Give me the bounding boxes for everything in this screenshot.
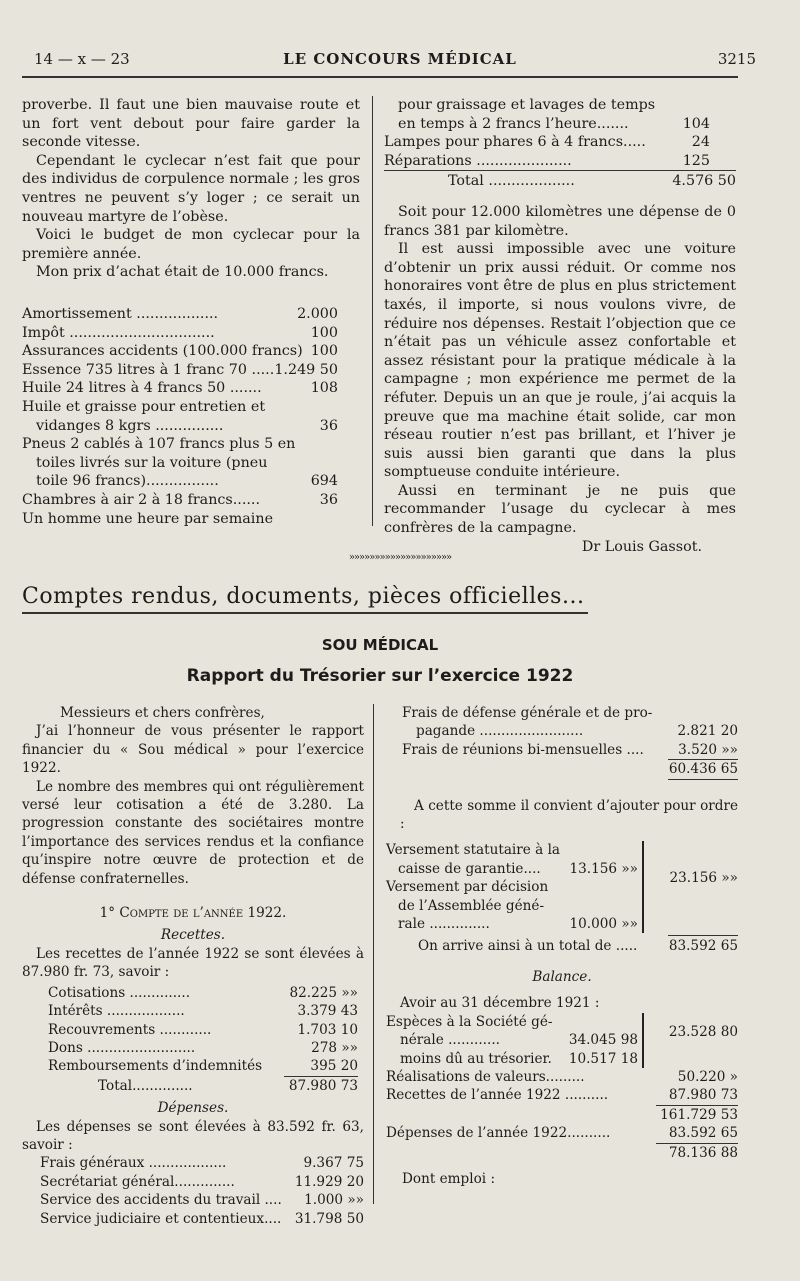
frais-row: Frais de défense générale et de pro- — [402, 705, 653, 721]
budget-row: Lampes pour phares 6 à 4 francs..... 24 — [384, 134, 710, 151]
paragraph: Les recettes de l’année 1922 se sont élevées à 87.980 fr. 73, savoir : — [22, 945, 364, 981]
paragraph: Messieurs et chers confrères, — [60, 705, 265, 721]
paragraph: Cependant le cyclecar n’est fait que pour des individus de corpulence normale ; les gros ventres ne peuvent s’y loger ; ce serait un nouveau martyre de l’obèse. — [22, 152, 360, 225]
versements-block — [386, 841, 738, 933]
recettes-row: Cotisations .............. 82.225 »» — [48, 984, 358, 1001]
budget-row: en temps à 2 francs l’heure....... 104 — [398, 115, 710, 132]
org-title: SOU MÉDICAL — [321, 636, 439, 654]
depenses-heading: Dépenses. — [157, 1100, 229, 1117]
versement-row: Versement statutaire à la — [386, 842, 561, 859]
journal-title: LE CONCOURS MÉDICAL — [283, 50, 517, 68]
header-rule — [22, 76, 738, 78]
paragraph: Aussi en terminant je ne puis que recommander l’usage du cyclecar à mes confrères de la campagne. — [384, 482, 736, 537]
cyclecar-budget — [22, 305, 338, 528]
budget-total-row: Total ................... 4.576 50 — [384, 170, 736, 191]
ornament: »»»»»»»»»»»»»»»»»»»» — [348, 552, 452, 563]
section-rule — [22, 612, 588, 614]
top-left-column — [22, 96, 360, 282]
budget-row: Réparations ..................... 125 — [384, 152, 710, 169]
page-date: 14 — x — 23 — [34, 50, 130, 68]
depenses-row: Service des accidents du travail .... 1.000 »» — [40, 1192, 364, 1209]
versement-row: Versement par décision — [386, 879, 549, 896]
grand-total-row: On arrive ainsi à un total de ..... 83.592 65 — [418, 938, 738, 955]
column-divider-bottom — [373, 704, 374, 1204]
paragraph: Mon prix d’achat était de 10.000 francs. — [36, 264, 329, 281]
paragraph: Le nombre des membres qui ont régulièrement versé leur cotisation a été de 3.280. La progression constante des sociétaires montre l’importance des services rendus et la confiance qu’inspire notre œuvre de protection et de défense confraternelles. — [22, 778, 364, 887]
especes-row: nérale ............ 34.045 98 — [400, 1032, 638, 1049]
bottom-right-column — [386, 704, 738, 1188]
frais-total: 60.436 65 — [668, 761, 738, 778]
recettes-row: Dons ......................... 278 »» — [48, 1039, 358, 1056]
budget-row: Essence 735 litres à 1 franc 70 ..... 1.249 50 — [22, 361, 338, 378]
paragraph: Voici le budget de mon cyclecar pour la première année. — [22, 227, 360, 262]
budget-row: Assurances accidents (100.000 francs) 100 — [22, 343, 338, 360]
budget-row: Chambres à air 2 à 18 francs...... 36 — [22, 491, 338, 508]
depenses-row: Secrétariat général.............. 11.929 20 — [40, 1173, 364, 1190]
frais-row: Frais de réunions bi-mensuelles .... 3.520 »» — [402, 741, 738, 758]
realisations-row: Réalisations de valeurs......... 50.220 » — [386, 1068, 738, 1085]
top-right-column — [384, 96, 736, 556]
budget-row: Huile 24 litres à 4 francs 50 ....... 108 — [22, 380, 338, 397]
versement-row: de l’Assemblée géné- — [398, 897, 545, 914]
versement-row: rale .............. 10.000 »» — [398, 916, 638, 933]
subtotal: 161.729 53 — [656, 1105, 738, 1124]
especes-block — [386, 1013, 738, 1068]
dont-emploi: Dont emploi : — [402, 1170, 496, 1187]
avoir-line: Avoir au 31 décembre 1921 : — [400, 995, 600, 1012]
budget-row: Huile et graisse pour entretien et — [22, 398, 266, 415]
versements-total: 23.156 »» — [669, 870, 738, 887]
paragraph: Soit pour 12.000 kilomètres une dépense de 0 francs 381 par kilomètre. — [384, 203, 736, 239]
budget-row: toiles livrés sur la voiture (pneu — [36, 454, 268, 471]
especes-row: moins dû au trésorier. 10.517 18 — [400, 1050, 638, 1067]
recettes-total-row: Total.............. 87.980 73 — [98, 1077, 358, 1094]
page-number: 3215 — [717, 50, 756, 68]
recettes-row: Recouvrements ............ 1.703 10 — [48, 1021, 358, 1038]
especes-total: 23.528 80 — [668, 1023, 738, 1040]
section-title: Comptes rendus, documents, pièces officielles... — [22, 584, 585, 609]
recettes-row: Intérêts .................. 3.379 43 — [48, 1003, 358, 1020]
total-rule — [668, 779, 738, 781]
frais-row: pagande ........................ 2.821 20 — [416, 723, 738, 740]
recettes-row: Recettes de l’année 1922 .......... 87.980 73 — [386, 1087, 738, 1104]
budget-row: Un homme une heure par semaine — [22, 510, 274, 527]
bottom-left-column — [22, 704, 364, 1228]
recettes-row: Remboursements d’indemnités 395 20 — [48, 1058, 358, 1075]
budget-row: pour graissage et lavages de temps — [398, 97, 656, 113]
report-title: Rapport du Trésorier sur l’exercice 1922 — [186, 666, 574, 686]
signature: Dr Louis Gassot. — [581, 538, 702, 555]
balance-total: 78.136 88 — [656, 1143, 738, 1162]
depenses-row: Dépenses de l’année 1922.......... 83.592 65 — [386, 1125, 738, 1142]
column-divider-top — [372, 96, 373, 526]
paragraph: Les dépenses se sont élevées à 83.592 fr. 63, savoir : — [22, 1118, 364, 1153]
budget-row: Impôt ................................ 100 — [22, 324, 338, 341]
budget-row: vidanges 8 kgrs ............... 36 — [36, 417, 338, 434]
depenses-row: Service judiciaire et contentieux.... 31.798 50 — [40, 1210, 364, 1227]
budget-row: Amortissement .................. 2.000 — [22, 306, 338, 322]
paragraph: Il est aussi impossible avec une voiture d’obtenir un prix aussi réduit. Or comme nos honoraires vont être de plus en plus strictement taxés, il importe, si nous voulons vivre, de réduire nos dépenses. Restait l’objection que ce n’était pas un véhicule assez confortable et assez résistant pour la pratique médicale à la campagne ; mon expérience me permet de la réfuter. Depuis un an que je roule, j’ai acquis la preuve que ma machine était solide, car mon réseau routier n’est pas brillant, et l’hiver je suis aussi bien garanti que dans la plus somptueuse conduite intérieure. — [384, 241, 736, 481]
recettes-heading: Recettes. — [160, 927, 226, 944]
versement-row: caisse de garantie.... 13.156 »» — [398, 860, 638, 877]
paragraph: J’ai l’honneur de vous présenter le rapport financier du « Sou médical » pour l’exercice 1922. — [22, 723, 364, 777]
budget-row: Pneus 2 cablés à 107 francs plus 5 en — [22, 436, 296, 453]
especes-row: Espèces à la Société gé- — [386, 1013, 553, 1030]
paragraph: proverbe. Il faut une bien mauvaise route et un fort vent debout pour faire garder la seconde vitesse. — [22, 97, 360, 151]
account-heading: 1° Compte de l’année 1922. — [99, 905, 287, 922]
paragraph: A cette somme il convient d’ajouter pour ordre : — [400, 797, 738, 833]
balance-heading: Balance. — [532, 968, 592, 985]
budget-row: toile 96 francs)................ 694 — [36, 473, 338, 490]
depenses-row: Frais généraux .................. 9.367 75 — [40, 1155, 364, 1172]
